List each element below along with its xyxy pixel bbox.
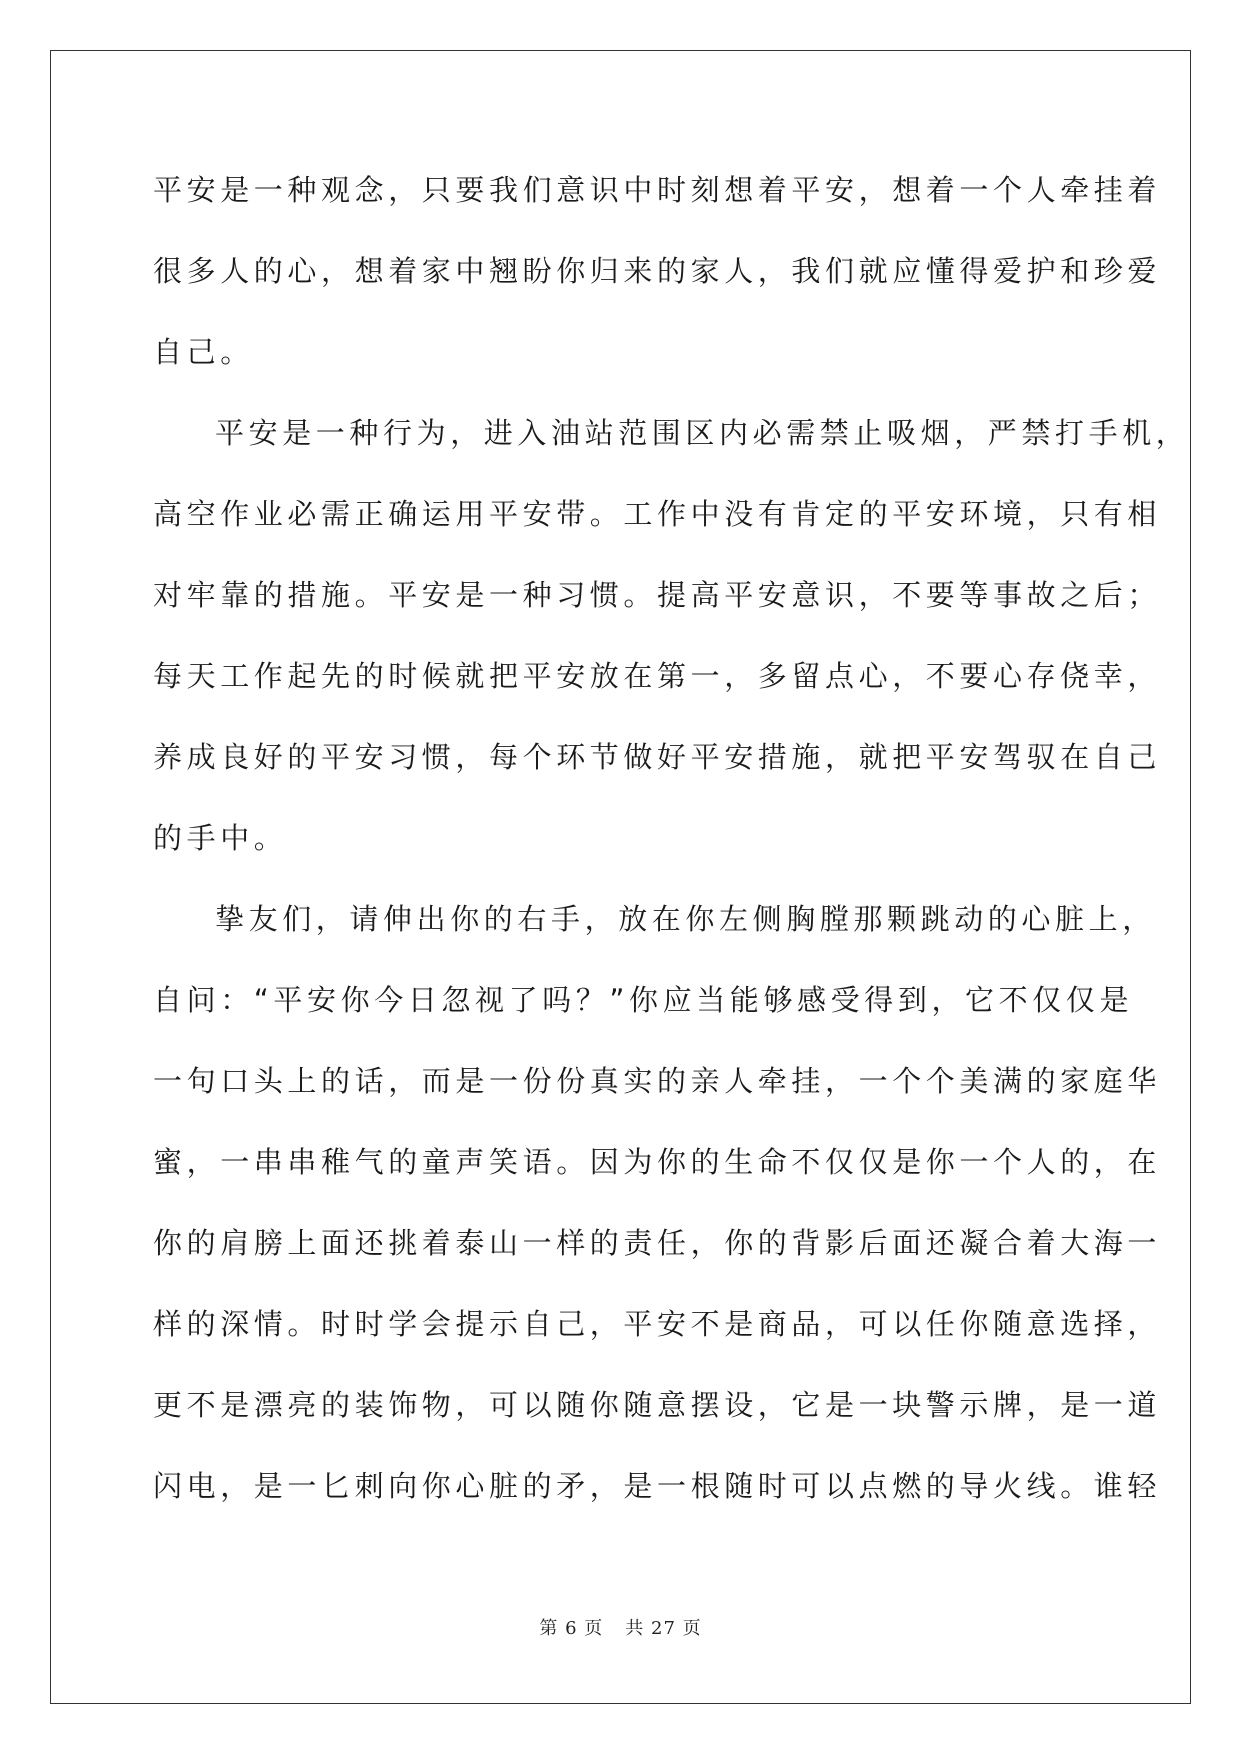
text-line: 平安是一种观念，只要我们意识中时刻想着平安，想着一个人牵挂着 [153,173,1162,207]
document-body [153,160,1190,1537]
text-line: 高空作业必需正确运用平安带。工作中没有肯定的平安环境，只有相 [153,497,1162,531]
text-line: 的手中。 [153,821,288,855]
text-line: 养成良好的平安习惯，每个环节做好平安措施，就把平安驾驭在自己 [153,740,1162,774]
text-line: 蜜，一串串稚气的童声笑语。因为你的生命不仅仅是你一个人的，在 [153,1145,1162,1179]
text-line: 更不是漂亮的装饰物，可以随你随意摆设，它是一块警示牌，是一道 [153,1388,1162,1422]
text-line: 挚友们，请伸出你的右手，放在你左侧胸膛那颗跳动的心脏上， [215,902,1156,936]
text-line: 样的深情。时时学会提示自己，平安不是商品，可以任你随意选择， [153,1307,1162,1341]
text-line: 闪电，是一匕刺向你心脏的矛，是一根随时可以点燃的导火线。谁轻 [153,1469,1162,1503]
page-total: 共 27 页 [625,1618,702,1639]
text-line: 对牢靠的措施。平安是一种习惯。提高平安意识，不要等事故之后； [153,578,1162,612]
text-line: 平安是一种行为，进入油站范围区内必需禁止吸烟，严禁打手机， [215,416,1190,450]
text-line: 很多人的心，想着家中翘盼你归来的家人，我们就应懂得爱护和珍爱 [153,254,1162,288]
text-line: 你的肩膀上面还挑着泰山一样的责任，你的背影后面还凝合着大海一 [153,1226,1162,1260]
text-line: 每天工作起先的时候就把平安放在第一，多留点心，不要心存侥幸， [153,659,1162,693]
page-number: 第 6 页 [539,1618,604,1639]
text-line: 一句口头上的话，而是一份份真实的亲人牵挂，一个个美满的家庭华 [153,1064,1162,1098]
text-line: 自问：“平安你今日忽视了吗？”你应当能够感受得到，它不仅仅是 [153,983,1134,1017]
text-line: 自己。 [153,335,254,369]
page-footer [0,1614,1241,1640]
